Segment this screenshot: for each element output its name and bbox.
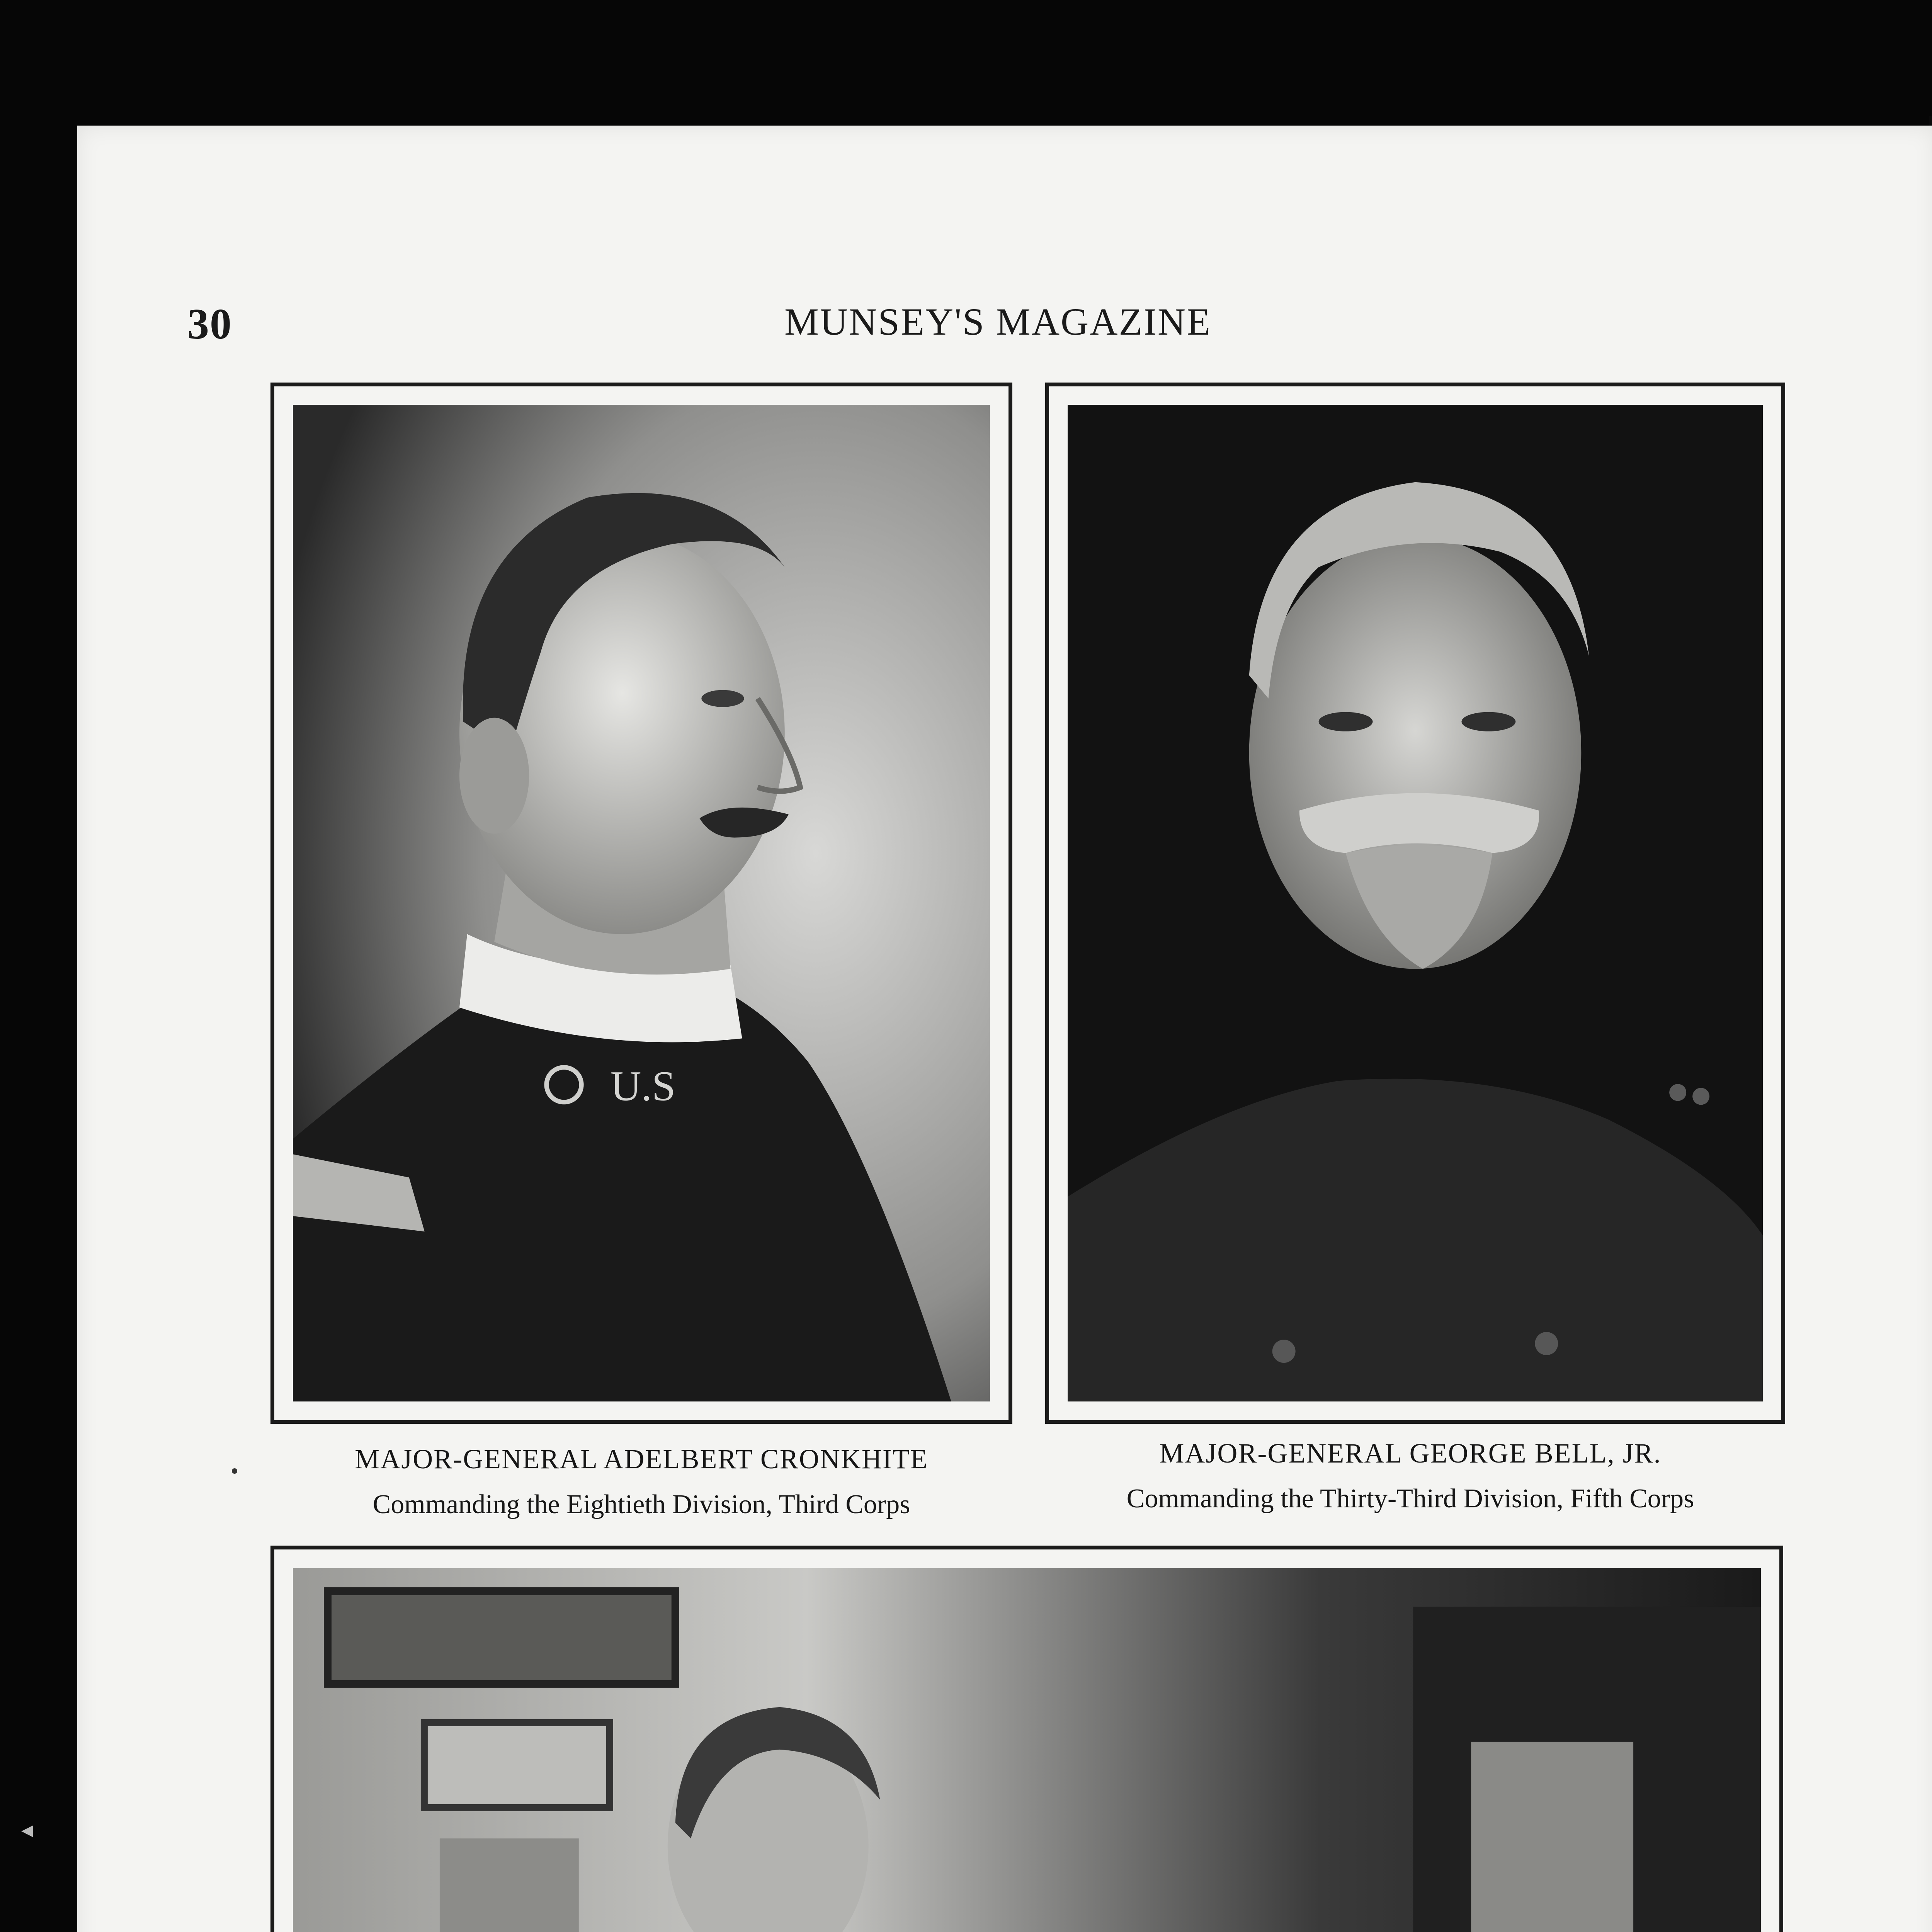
caption-role: Commanding the Thirty-Third Division, Fifth Corps: [1126, 1484, 1694, 1514]
caption-cronkhite: [270, 1443, 1012, 1520]
page-number: 30: [187, 300, 232, 348]
photo-oryan: [293, 1568, 1761, 1932]
portrait-frame-bell: [1045, 383, 1785, 1424]
portrait-illustration-bell: [1068, 405, 1763, 1401]
photo-frame-oryan: [270, 1546, 1783, 1932]
scan-dot: [232, 1468, 237, 1474]
portrait-photo-cronkhite: [293, 405, 990, 1401]
office-scene-illustration: [293, 1568, 1761, 1932]
scan-artifact-mark: ◂: [21, 1817, 33, 1842]
caption-name: MAJOR-GENERAL ADELBERT CRONKHITE: [355, 1444, 928, 1475]
portrait-frame-cronkhite: [270, 383, 1012, 1424]
portrait-photo-bell: [1068, 405, 1763, 1401]
collar-insignia: U.S: [610, 1062, 676, 1110]
running-head: MUNSEY'S MAGAZINE: [784, 300, 1212, 343]
caption-role: Commanding the Eightieth Division, Third Corps: [372, 1490, 910, 1519]
caption-name: MAJOR-GENERAL GEORGE BELL, JR.: [1159, 1438, 1662, 1469]
portrait-illustration-cronkhite: [293, 405, 990, 1401]
caption-bell: [1024, 1437, 1797, 1514]
